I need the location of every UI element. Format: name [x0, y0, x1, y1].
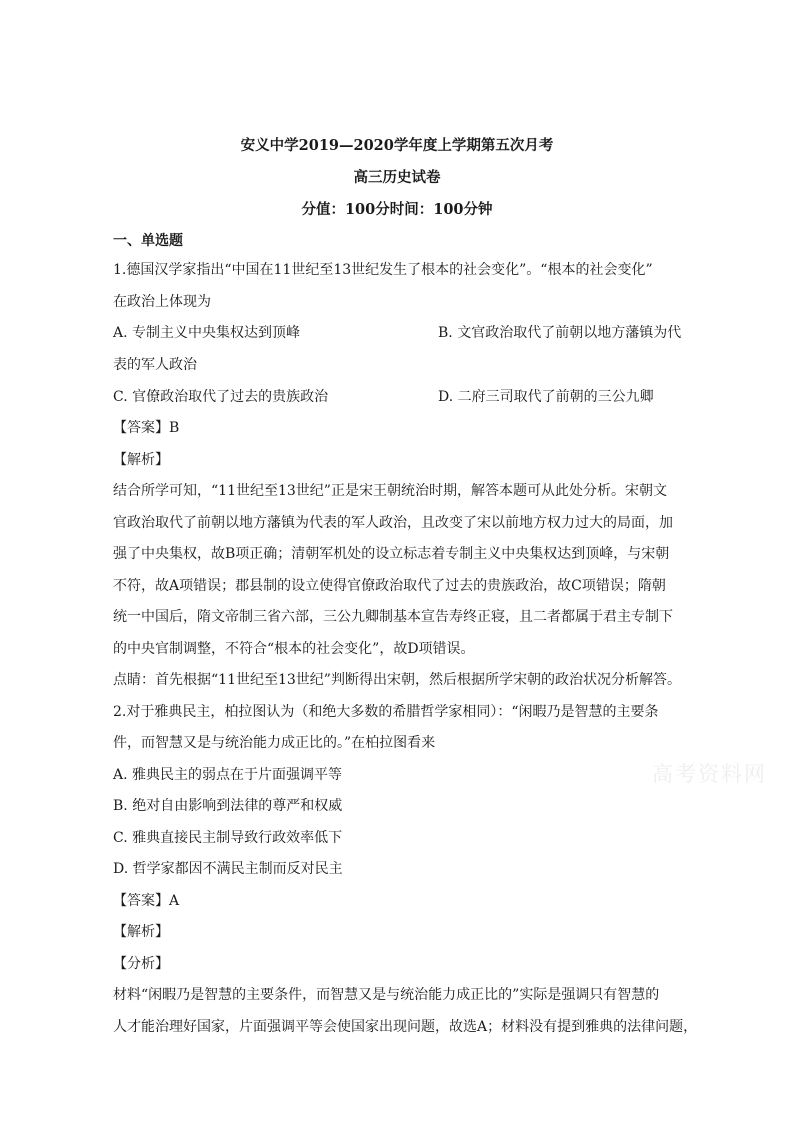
- q1-option-b-cont: 表的军人政治: [113, 357, 197, 373]
- q2-stem-line-1: 2.对于雅典民主，柏拉图认为（和绝大多数的希腊哲学家相同）：“闲暇乃是智慧的主要条: [113, 704, 659, 720]
- q1-analysis-line-1: 结合所学可知，“11世纪至13世纪”正是宋王朝统治时期，解答本题可从此处分析。宋朝文: [113, 483, 667, 499]
- q1-tip: 点睛：首先根据“11世纪至13世纪”判断得出宋朝，然后根据所学宋朝的政治状况分析解答。: [113, 672, 681, 688]
- exam-info: 分值：100分时间：100分钟: [301, 201, 493, 218]
- exam-title: 安义中学2019—2020学年度上学期第五次月考: [240, 137, 554, 154]
- section-heading: 一、单选题: [113, 233, 183, 249]
- q1-analysis-line-2: 官政治取代了前朝以地方藩镇为代表的军人政治，且改变了宋以前地方权力过大的局面，加: [113, 515, 673, 531]
- q1-answer: 【答案】B: [113, 420, 180, 436]
- q2-analysis-line-1: 材料“闲暇乃是智慧的主要条件，而智慧又是与统治能力成正比的”实际是强调只有智慧的: [113, 987, 660, 1003]
- q2-analysis-label: 【解析】: [113, 924, 169, 940]
- q2-option-b: B. 绝对自由影响到法律的尊严和权威: [113, 798, 343, 814]
- q1-stem-line-1: 1.德国汉学家指出“中国在11世纪至13世纪发生了根本的社会变化”。“根本的社会变化”: [113, 262, 653, 278]
- q2-option-c: C. 雅典直接民主制导致行政效率低下: [113, 830, 343, 846]
- q1-analysis-label: 【解析】: [113, 452, 169, 468]
- q1-option-c: C. 官僚政治取代了过去的贵族政治: [113, 389, 329, 405]
- q1-option-d: D. 二府三司取代了前朝的三公九卿: [438, 389, 654, 405]
- q2-stem-line-2: 件，而智慧又是与统治能力成正比的。”在柏拉图看来: [113, 735, 436, 751]
- q2-answer: 【答案】A: [113, 893, 180, 909]
- q2-fenxi-label: 【分析】: [113, 956, 169, 972]
- q2-option-a: A. 雅典民主的弱点在于片面强调平等: [113, 767, 343, 783]
- q1-analysis-line-5: 统一中国后，隋文帝制三省六部，三公九卿制基本宣告寿终正寝，且二者都属于君主专制下: [113, 609, 673, 625]
- q2-analysis-line-2: 人才能治理好国家，片面强调平等会使国家出现问题，故选A；材料没有提到雅典的法律问题，: [113, 1019, 698, 1035]
- q1-option-a: A. 专制主义中央集权达到顶峰: [113, 325, 301, 341]
- q2-option-d: D. 哲学家都因不满民主制而反对民主: [113, 861, 343, 877]
- watermark: 高考资料网: [652, 762, 767, 786]
- q1-stem-line-2: 在政治上体现为: [113, 294, 211, 310]
- q1-option-b: B. 文官政治取代了前朝以地方藩镇为代: [438, 325, 682, 341]
- exam-subtitle: 高三历史试卷: [353, 169, 441, 186]
- q1-analysis-line-3: 强了中央集权，故B项正确；清朝军机处的设立标志着专制主义中央集权达到顶峰，与宋朝: [113, 546, 670, 562]
- q1-analysis-line-6: 的中央官制调整，不符合“根本的社会变化”，故D项错误。: [113, 641, 475, 657]
- q1-analysis-line-4: 不符，故A项错误；郡县制的设立使得官僚政治取代了过去的贵族政治，故C项错误；隋朝: [113, 578, 666, 594]
